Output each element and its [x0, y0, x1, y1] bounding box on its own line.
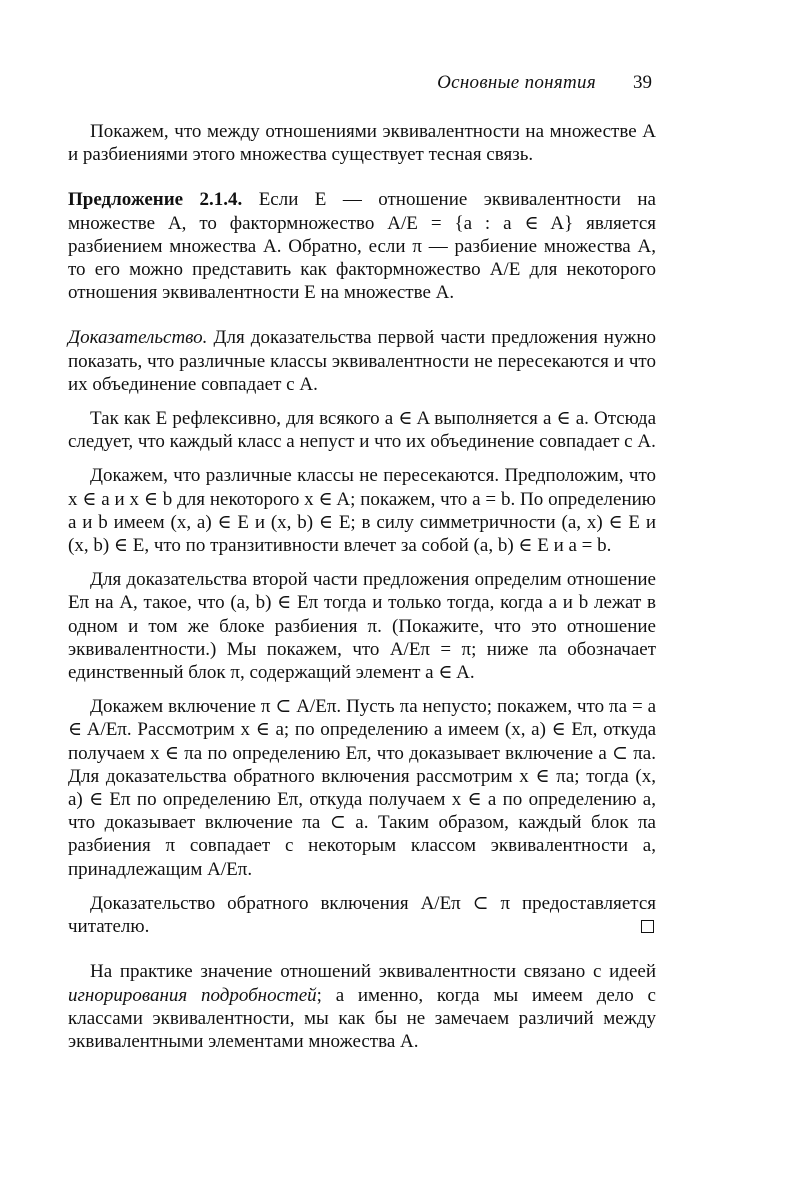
proposition-text: Если E — отношение эквивалентности на множестве A, то фактормножество A/E = {a : a ∈ A} является разбиением множества A. Обратно, если π — разбиение множества A, то его можно представить как фактормножество A/E для некоторого отношения эквивалентности E на множестве A.: [68, 189, 656, 304]
proposition-label: Предложение 2.1.4.: [68, 189, 243, 211]
proof-text-6: Доказательство обратного включения A/Eπ ⊂ π предоставляется читателю.: [68, 892, 656, 938]
book-page: [68, 72, 656, 1053]
proof-paragraph-1: [68, 326, 656, 396]
proof-label: Доказательство.: [68, 327, 208, 349]
closing-text-after: ; а именно, когда мы имеем дело с классами эквивалентности, мы как бы не замечаем различий между эквивалентными элементами множества A.: [68, 984, 656, 1052]
intro-paragraph: Покажем, что между отношениями эквивалентности на множестве A и разбиениями этого множества существует тесная связь.: [68, 121, 656, 166]
closing-text-before: На практике значение отношений эквивалентности связано с идеей: [90, 961, 656, 983]
proof-paragraph-6: [68, 892, 656, 938]
proof-paragraph-3: Докажем, что различные классы не пересекаются. Предположим, что x ∈ a и x ∈ b для некоторого x ∈ A; покажем, что a = b. По определению a и b имеем (x, a) ∈ E и (x, b) ∈ E; в силу симметричности (a, x) ∈ E и (x, b) ∈ E, что по транзитивности влечет за собой (a, b) ∈ E и a = b.: [68, 465, 656, 557]
closing-emphasis: игнорирования подробностей: [68, 984, 317, 1006]
proof-paragraph-4: Для доказательства второй части предложения определим отношение Eπ на A, такое, что (a, b) ∈ Eπ тогда и только тогда, когда a и b лежат в одном и том же блоке разбиения π. (Покажите, что это отношение эквивалентности.) Мы покажем, что A/Eπ = π; ниже πa обозначает единственный блок π, содержащий элемент a ∈ A.: [68, 569, 656, 684]
proof-paragraph-5: Докажем включение π ⊂ A/Eπ. Пусть πa непусто; покажем, что πa = a ∈ A/Eπ. Рассмотрим x ∈ a; по определению a имеем (x, a) ∈ Eπ, откуда получаем x ∈ πa по определению Eπ, что доказывает включение a ⊂ πa. Для доказательства обратного включения рассмотрим x ∈ πa; тогда (x, a) ∈ Eπ по определению Eπ, откуда получаем x ∈ a по определению a, что доказывает включение πa ⊂ a. Таким образом, каждый блок πa разбиения π совпадает с некоторым классом эквивалентности a, принадлежащим A/Eπ.: [68, 696, 656, 880]
proposition-paragraph: [68, 188, 656, 304]
qed-square-icon: [641, 920, 654, 933]
proof-paragraph-2: Так как E рефлексивно, для всякого a ∈ A выполняется a ∈ a. Отсюда следует, что каждый класс a непуст и что их объединение совпадает с A.: [68, 408, 656, 453]
closing-paragraph: [68, 960, 656, 1053]
proof-text-1: Для доказательства первой части предложения нужно показать, что различные классы эквивалентности не пересекаются и что их объединение совпадает с A.: [68, 327, 657, 395]
page-header: [68, 72, 656, 100]
running-title: Основные понятия: [437, 72, 596, 93]
page-number: 39: [633, 72, 652, 93]
